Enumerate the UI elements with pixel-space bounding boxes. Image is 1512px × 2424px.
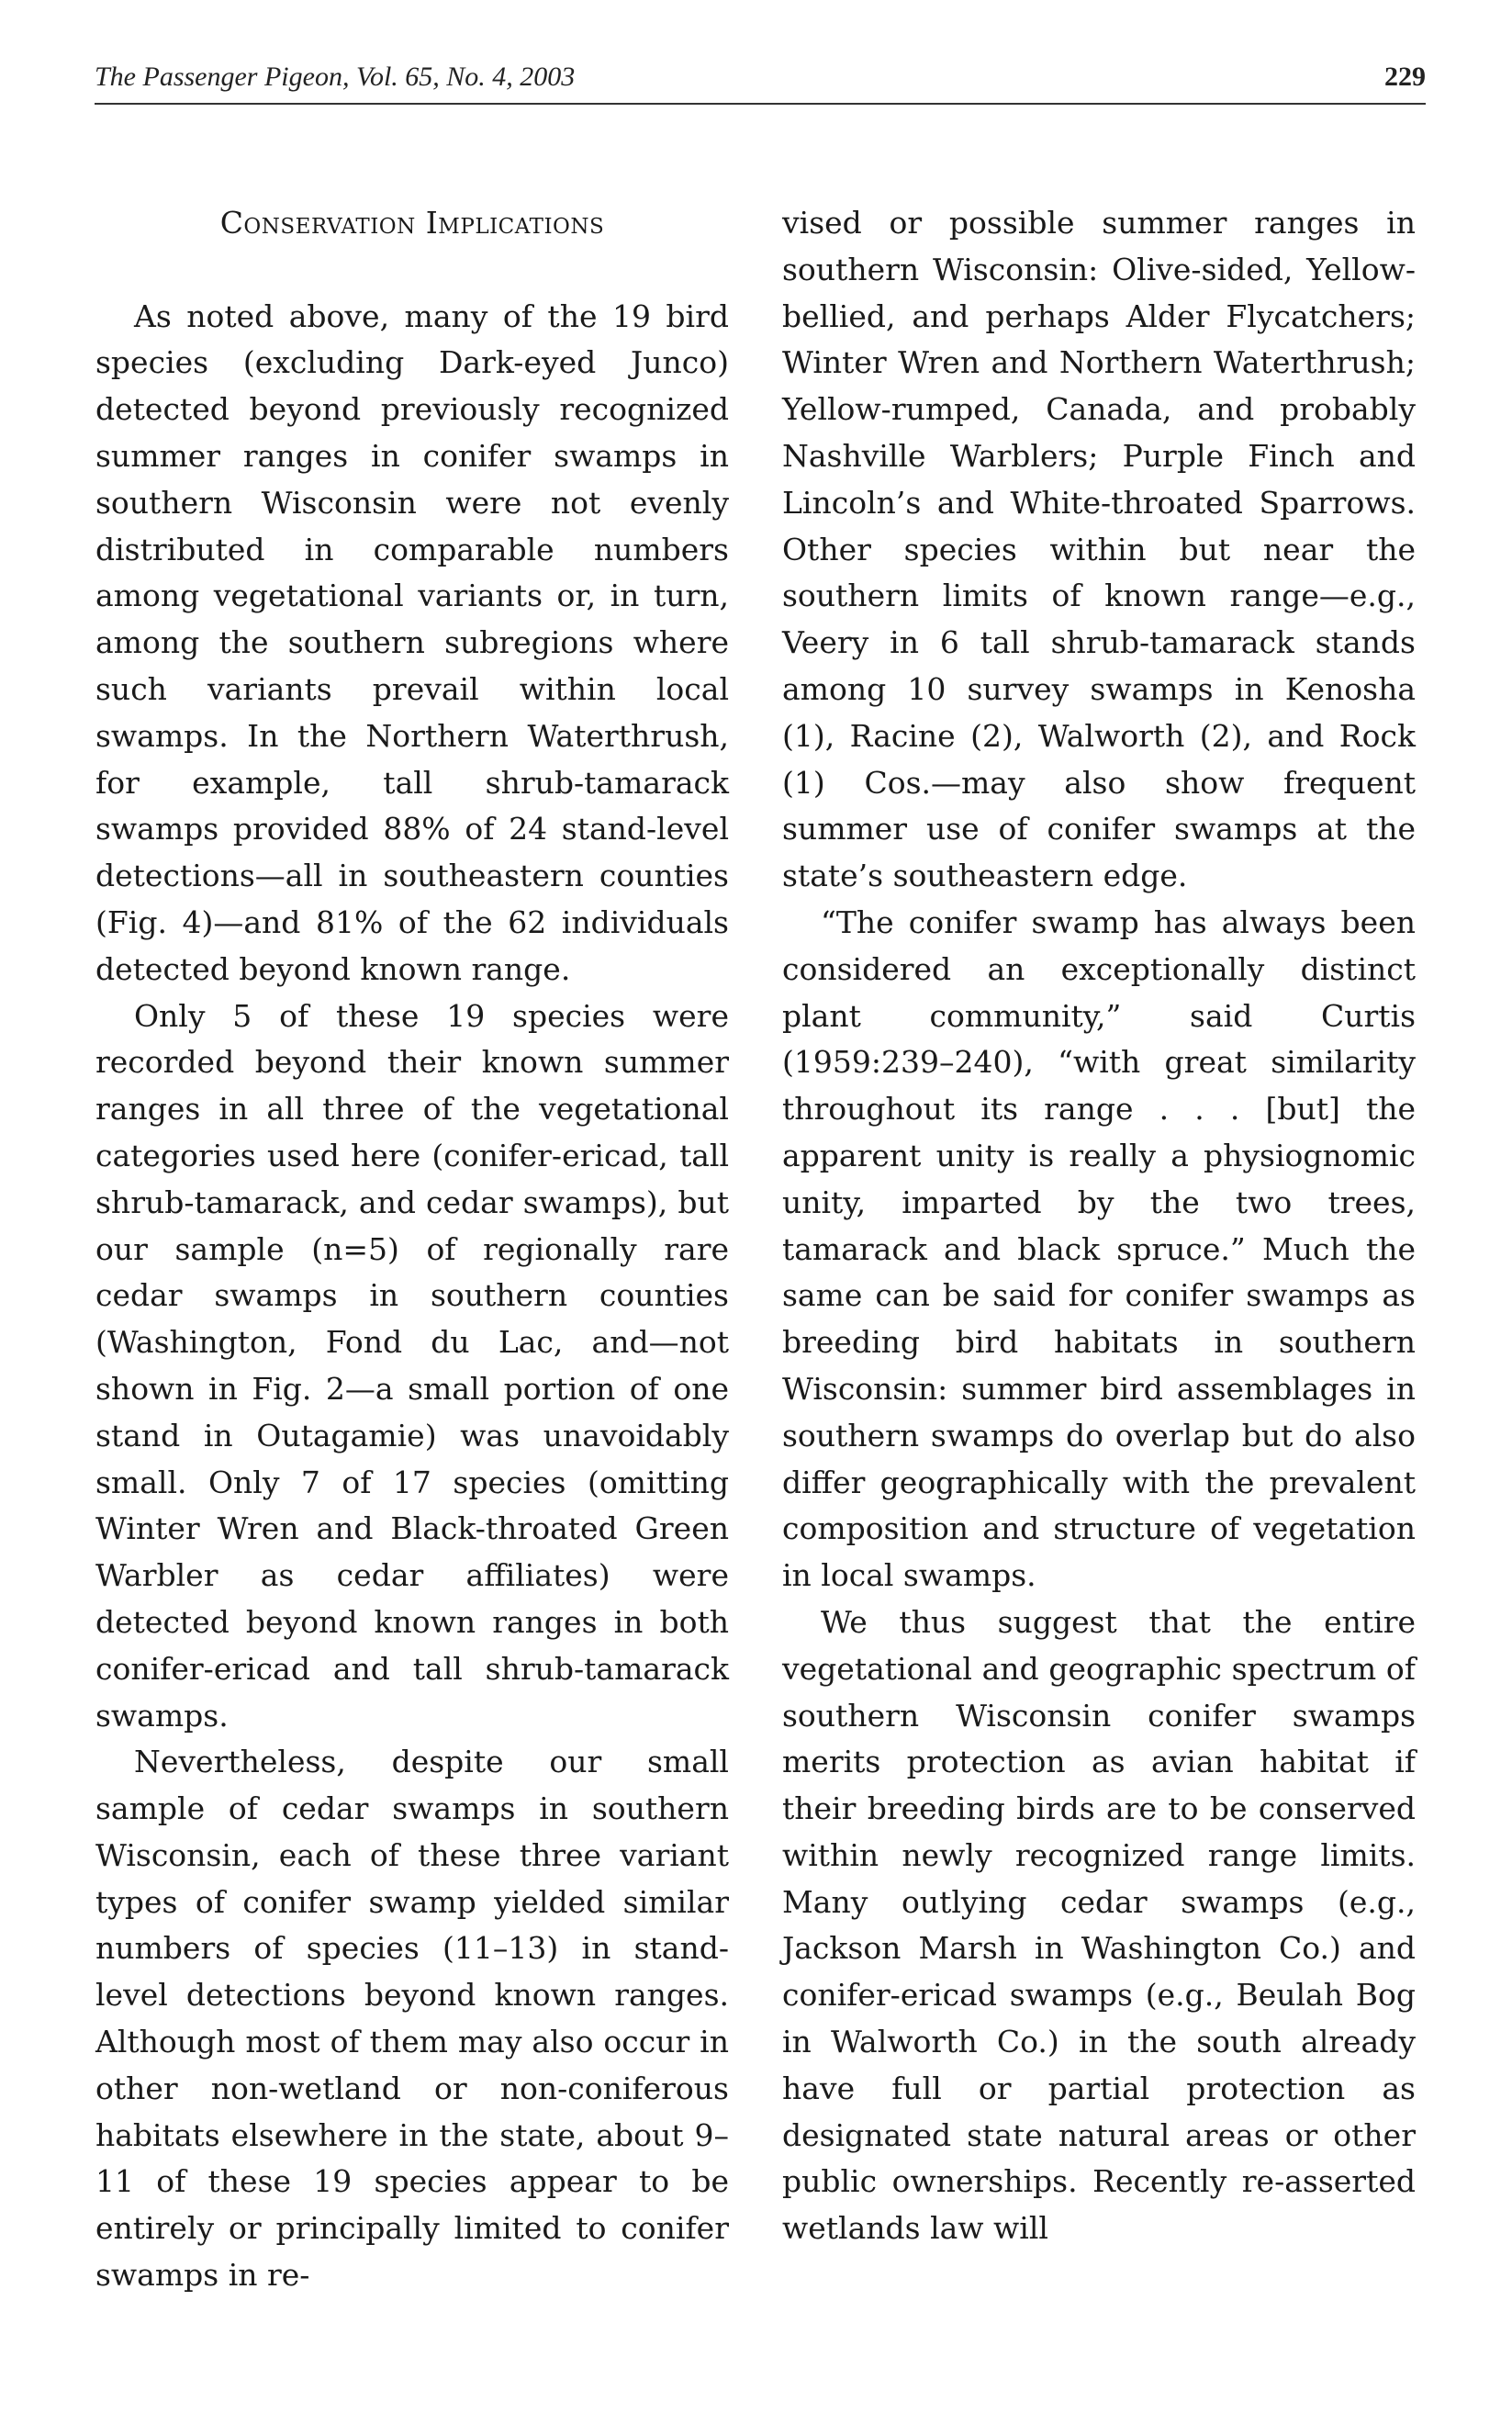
section-heading: Conservation Implications bbox=[219, 205, 605, 241]
paragraph-continued: vised or possible summer ranges in southern Wisconsin: Olive-sided, Yellow-bellied, and perhaps Alder Flycatchers; Winter Wren and Northern Waterthrush; Yellow-rumped, Canada, and probably Nashville Warblers; Purple Finch and Lincoln’s and White-throated Sparrows. Other species within but near the southern limits of known range—e.g., Veery in 6 tall shrub-tamarack stands among 10 survey swamps in Kenosha (1), Racine (2), Walworth (2), and Rock (1) Cos.—may also show frequent summer use of conifer swamps at the state’s southeastern edge. bbox=[782, 205, 1416, 894]
right-column bbox=[782, 200, 1416, 2252]
page-number: 229 bbox=[1384, 62, 1426, 92]
paragraph-curtis-quote: “The conifer swamp has always been considered an exceptionally distinct plant community,” said Curtis (1959:239–240), “with great similarity throughout its range . . . [but] the apparent unity is really a physiognomic unity, imparted by the two trees, tamarack and black spruce.” Much the same can be said for conifer swamps as breeding bird habitats in southern Wisconsin: summer bird assemblages in southern swamps do overlap but do also differ geographically with the prevalent composition and structure of vegetation in local swamps. bbox=[782, 903, 1416, 1594]
left-column bbox=[95, 200, 729, 2299]
journal-citation: The Passenger Pigeon, Vol. 65, No. 4, 2003 bbox=[95, 62, 576, 92]
paragraph-five-species: Only 5 of these 19 species were recorded beyond their known summer ranges in all three of the vegetational categories used here (conifer-ericad, tall shrub-tamarack, and cedar swamps), but our sample (n=5) of regionally rare cedar swamps in southern counties (Washington, Fond du Lac, and—not shown in Fig. 2—a small portion of one stand in Outagamie) was unavoidably small. Only 7 of 17 species (omitting Winter Wren and Black-throated Green Warbler as cedar affiliates) were detected beyond known ranges in both conifer-ericad and tall shrub-tamarack swamps. bbox=[95, 997, 729, 1734]
paragraph-nevertheless: Nevertheless, despite our small sample of cedar swamps in southern Wisconsin, each of these three variant types of conifer swamp yielded similar numbers of species (11–13) in stand-level detections beyond known ranges. Although most of them may also occur in other non-wetland or non-coniferous habitats elsewhere in the state, about 9–11 of these 19 species appear to be entirely or principally limited to conifer swamps in re- bbox=[95, 1744, 729, 2294]
paragraph-intro: As noted above, many of the 19 bird species (excluding Dark-eyed Junco) detected beyond previously recognized summer ranges in conifer swamps in southern Wisconsin were not evenly distributed in comparable numbers among vegetational variants or, in turn, among the southern subregions where such variants prevail within local swamps. In the Northern Waterthrush, for example, tall shrub-tamarack swamps provided 88% of 24 stand-level detections—all in southeastern counties (Fig. 4)—and 81% of the 62 individuals detected beyond known range. bbox=[95, 297, 729, 987]
running-head bbox=[95, 61, 1426, 105]
paragraph-suggestion: We thus suggest that the entire vegetational and geographic spectrum of southern Wisconsin conifer swamps merits protection as avian habitat if their breeding birds are to be conserved within newly recognized range limits. Many outlying cedar swamps (e.g., Jackson Marsh in Washington Co.) and conifer-ericad swamps (e.g., Beulah Bog in Walworth Co.) in the south already have full or partial protection as designated state natural areas or other public ownerships. Recently re-asserted wetlands law will bbox=[782, 1603, 1416, 2247]
